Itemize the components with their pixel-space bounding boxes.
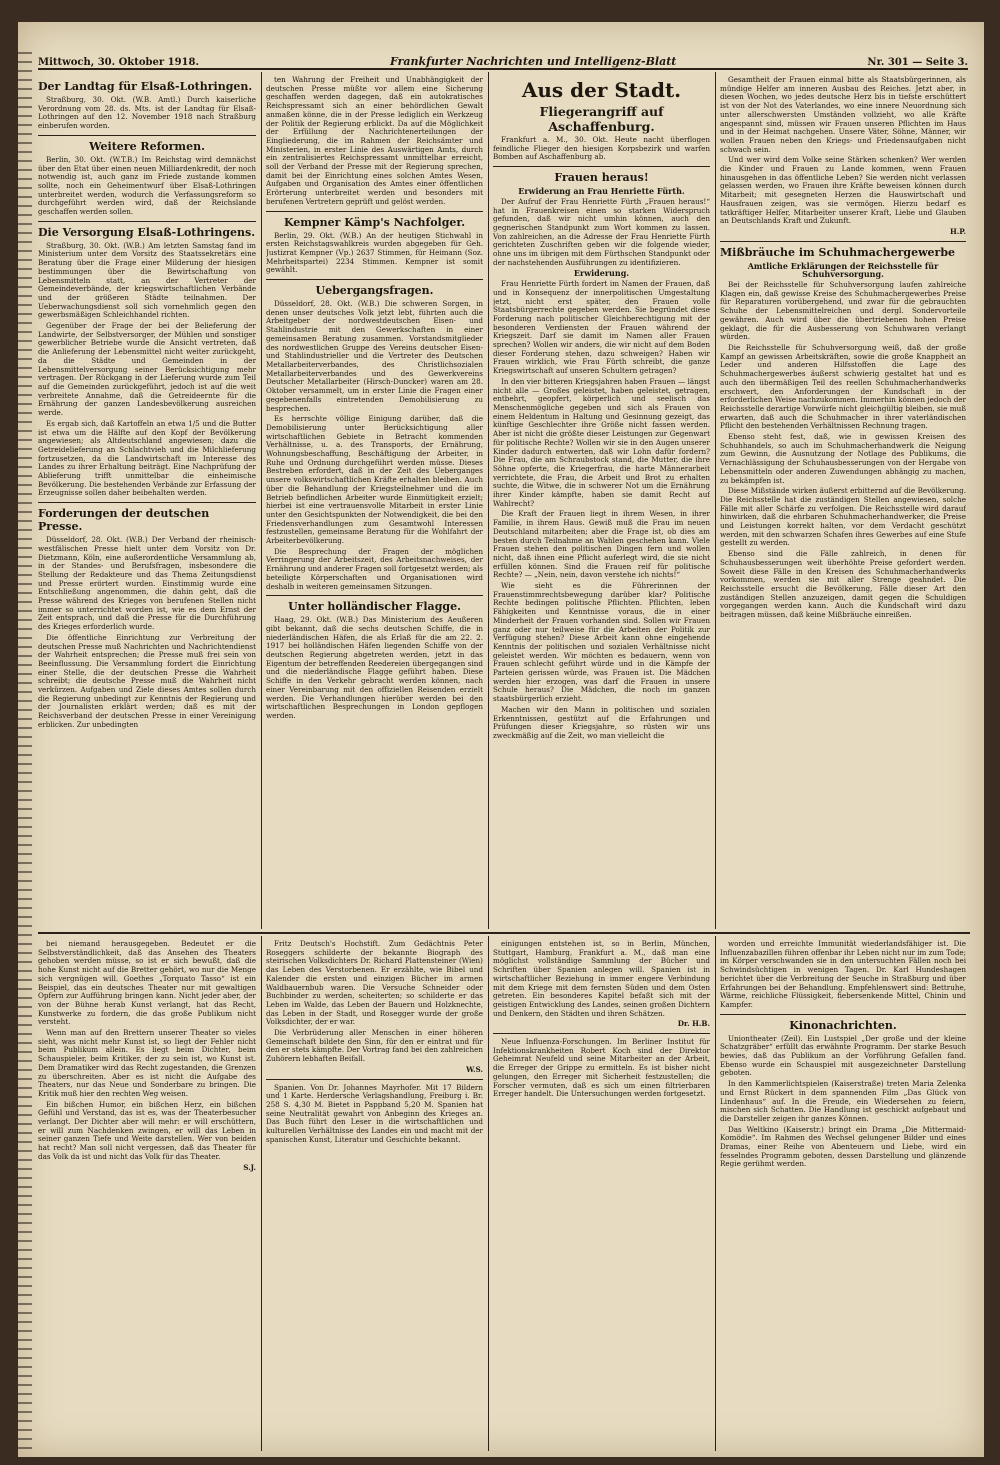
headline: Kempner Kämp's Nachfolger. (283, 215, 466, 229)
subheadline: Amtliche Erklärungen der Reichsstelle für Schuhversorgung. (747, 260, 939, 280)
header-paper-title: Frankfurter Nachrichten und Intelligenz-Blatt (389, 55, 677, 68)
paragraph: Die Reichsstelle für Schuhversorgung weiß, daß der große Kampf an gewissen Arbeitskräften, sowie die große Knappheit an Leder und anderen Hilfsstoffen die Lage des Schuhmachergewerbes äußerst schwierig gestaltet hat und es auch den übermäßigen Teil des reellen Schuhmacherhandwerks erschwert, den Anforderungen der Kundschaft in der erforderlichen Weise nachzukommen. Immerhin können jedoch der Reichsstelle derartige Vorwürfe nicht gleichgültig bleiben, sie muß erwarten, daß auch die Schuhmacher in ihrer vaterländischen Pflicht den bestehenden Verhältnissen Rechnung tragen. (720, 342, 966, 431)
author-signature: S.J. (243, 1162, 256, 1172)
column-rule (715, 936, 716, 1451)
paragraph: Ebenso sind die Fälle zahlreich, in denen für Schuhausbesserungen weit überhöhte Preise gefordert werden. Soweit diese Fälle in den Kreisen des Schuhmacherhandwerks vorkommen, werden sie mit aller Strenge geahndet. Die Reichsstelle ersucht die Bevölkerung, Fälle dieser Art den zuständigen Stellen anzuzeigen, damit gegen die Schuldigen vorgegangen werden kann. Auch die Kundschaft wird dazu beitragen müssen, daß keine Mißbräuche einreißen. (720, 549, 966, 620)
column-rule (488, 936, 489, 1451)
paragraph: In den Kammerlichtspielen (Kaiserstraße) treten Maria Zelenka und Ernst Rückert in dem spannenden Film „Das Glück von Lindenhaus“ auf. In die Freude, ein Wiedersehen zu feiern, mischen sich Schatten. Die Handlung ist geschickt aufgebaut und die Darsteller zeigen ihr ganzes Können. (720, 1079, 966, 1123)
paragraph: Düsseldorf, 28. Okt. (W.B.) Der Verband der rheinisch-westfälischen Presse hielt unter dem Vorsitz von Dr. Dietzmann, Köln, eine außerordentliche Versammlung ab, in der Standes- und Berufsfragen, insbesondere die Stellung der Redakteure und das Thema Zeitungsdienst und Presse erörtert wurden. Einstimmig wurde eine Entschließung angenommen, die dahin geht, daß die Presse während des Krieges von berufenen Stellen nicht immer so unterrichtet worden ist, wie es dem Ernst der Zeit entsprach, und daß die Presse für die Durchführung des Krieges erforderlich wurde. (38, 535, 256, 632)
paragraph: Neue Influenza-Forschungen. Im Berliner Institut für Infektionskrankheiten Robert Koch sind der Direktor Geheimrat Neufeld und seine Mitarbeiter an der Arbeit, die Erreger der Grippe zu ermitteln. Es ist bisher nicht gelungen, den Erreger mit Sicherheit festzustellen; die Forscher vermuten, daß es sich um einen filtrierbaren Erreger handelt. Die Untersuchungen werden fortgesetzt. (493, 1037, 710, 1099)
feuilleton-column-1 (38, 940, 256, 1450)
headline: Der Landtag für Elsaß-Lothringen. (38, 80, 253, 93)
divider (266, 595, 483, 596)
paragraph: worden und erreichte Immunität wiederlandsfähiger ist. Die Influenzabazillen führen offenbar ihr Leben nicht nur im zum Tode; im Körper verschwanden sie in den untersuchten Fällen noch bei Schwindsüchtigen in wenigen Tagen. Dr. Karl Hundeshagen berichtet über die Verbreitung der Seuche in Straßburg und über Erfahrungen bei der Behandlung. Empfehlenswert sind: Bettruhe, Wärme, reichliche Flüssigkeit, fiebersenkende Mittel, Chinin und Kampfer. (720, 940, 966, 1009)
section-title: Aus der Stadt. (521, 78, 682, 102)
paragraph: Die Kraft der Frauen liegt in ihrem Wesen, in ihrer Familie, in ihrem Haus. Gewiß muß die Frau im neuen Deutschland mitarbeiten; aber die Frage ist, ob dies am besten durch Teilnahme an Wahlen geschehen kann. Viele Frauen stehen den politischen Dingen fern und wollen nicht, daß ihnen eine Pflicht auferlegt wird, die sie nicht erfüllen können. Sind die Frauen reif für politische Rechte? — „Nein, nein, davon verstehe ich nichts!“ (493, 509, 710, 580)
paragraph: Und wer wird dem Volke seine Stärken schenken? Wer werden die Kinder und Frauen zu Lande kommen, wenn Frauen hinausgehen in das öffentliche Leben? Sie werden nicht verlassen gelassen werden, wo Frauen ihre Kräfte beweisen können durch Mitarbeit; mit gesegneten Herzen die Hauswirtschaft und Hausfrauen zeigen, was sie vermögen. Hierzu bedarf es tatkräftiger Helfer, Mitarbeiter unserer Kraft, Liebe und Glauben an Deutschlands Kraft und Zukunft. (720, 155, 966, 226)
paragraph: Straßburg, 30. Okt. (W.B. Amtl.) Durch kaiserliche Verordnung vom 28. ds. Mts. ist der Landtag für Elsaß-Lothringen auf den 12. November 1918 nach Straßburg einberufen worden. (38, 95, 256, 131)
paragraph: Berlin, 30. Okt. (W.T.B.) Im Reichstag wird demnächst über den Etat über einen neuen Milliardenkredit, der noch notwendig ist, auch ganz im Friede zustande kommen sollte, noch ein Geheimentwurf über Elsaß-Lothringen unterbreitet werden, wodurch die Verfassungsreform so durchgeführt werden wird, daß der Reichslande geschaffen werden sollen. (38, 154, 256, 217)
header-page-number: Nr. 301 — Seite 3. (867, 57, 968, 68)
paragraph: Straßburg, 30. Okt. (W.B.) Am letzten Samstag fand im Ministerium unter dem Vorsitz des Staatssekretärs eine Beratung über die Frage einer Milderung der hiesigen bestimmungen über die Bewirtschaftung von Lebensmitteln statt, an der Vertreter der Gemeindeverbände, der kriegswirtschaftlichen Verbände und der größeren Städte teilnahmen. Der Ueberwachungsdienst soll sich vornehmlich gegen den gewerbsmäßigen Schleichhandel richten. (38, 240, 256, 320)
headline: Frauen heraus! (554, 171, 649, 185)
paragraph: Die öffentliche Einrichtung zur Verbreitung der deutschen Presse muß Nachrichten und Nachrichtendienst der Wahrheit entsprechen; die Presse muß frei sein von Beeinflussung. Die Versammlung fordert die Einrichtung einer Stelle, die der deutschen Presse die Wahrheit schreibt; die deutsche Presse muß die Wahrheit nicht verkürzen. Aufgaben und Ziele dieses Amtes sollen durch die Regierung unbedingt zur Kenntnis der Regierung und der Journalisten erklärt werden; daß es mit der Reichsverband der deutschen Presse in einer Vereinigung erblicken. Zur unbedingten (38, 632, 256, 729)
paragraph: Uniontheater (Zeil). Ein Lustspiel „Der große und der kleine Schatzgräber“ erfüllt das erwähnte Programm. Der starke Besuch bewies, daß das Publikum an der Vorführung Gefallen fand. Ebenso wurde ein Schauspiel mit ausgezeichneter Darstellung geboten. (720, 1033, 966, 1078)
column-3 (493, 76, 710, 929)
headline: Unter holländischer Flagge. (288, 600, 461, 614)
paragraph: Es ergab sich, daß Kartoffeln an etwa 1/5 und die Butter ist etwa um die Hälfte auf den Kopf der Bevölkerung angewiesen; als Altdeutschland angewiesen; dazu die Getreidelieferung an Schlachtvieh und die Milchlieferung fortzusetzen, da die Landwirtschaft im Interesse des Landes zu ihrer Erhaltung beiträgt. Eine Nachprüfung der Ablieferung trifft unmittelbar die einheimische Bevölkerung. Die bestehenden Verbände zur Erfassung der Erzeugnisse sollen daher beibehalten werden. (38, 418, 256, 498)
subheadline: Erwiderung. (573, 268, 630, 279)
paragraph: Berlin, 29. Okt. (W.B.) An der heutigen Stichwahl in ersten Reichstagswahlkreis wurden abgegeben für Geh. Justizrat Kempner (Vp.) 2637 Stimmen, für Heimann (Soz. Mehrheitspartei) 2234 Stimmen. Kempner ist somit gewählt. (266, 230, 483, 275)
paragraph: Düsseldorf, 28. Okt. (W.B.) Die schweren Sorgen, in denen unser deutsches Volk jetzt lebt, führten auch die Arbeitgeber der nordwestdeutschen Eisen- und Stahlindustrie mit den Gewerkschaften in einer gemeinsamen Beratung zusammen. Vorstandsmitglieder des nordwestlichen Gruppe des Vereins deutscher Eisen- und Stahlindustrieller und die Vertreter des Deutschen Metallarbeiterverbandes, des Christlichsozialen Metallarbeiterverbandes und des Gewerkvereins Deutscher Metallarbeiter (Hirsch-Duncker) waren am 28. Oktober versammelt, um in erster Linie die Fragen einer gegebenenfalls eintretenden Demobilisierung zu besprechen. (266, 299, 483, 413)
paragraph: Ebenso steht fest, daß, wie in gewissen Kreisen des Schuhhandels, so auch im Schuhmacherhandwerk die Neigung zum Gewinn, die Ausnutzung der Notlage des Publikums, die Vernachlässigung der Schuhausbesserungen von der Hergabe von Lebensmitteln oder anderen Zuwendungen abhängig zu machen, zu bekämpfen ist. (720, 432, 966, 485)
feuilleton-column-2 (266, 940, 483, 1450)
column-1 (38, 76, 256, 929)
header-date: Mittwoch, 30. Oktober 1918. (38, 57, 199, 68)
divider (38, 502, 256, 503)
paragraph: Das Weltkino (Kaiserstr.) bringt ein Drama „Die Mittermaid-Komödie“. Im Rahmen des Wechsel gelungener Bilder und eines Dramas, einer Reihe von Abenteuern und Liebe, wird ein fesselndes Programm geboten, dessen Darstellung und glänzende Regie gerühmt werden. (720, 1124, 966, 1169)
paragraph: Ein bißchen Humor, ein bißchen Herz, ein bißchen Gefühl und Verstand, das ist es, was der Theaterbesucher verlangt. Der Dichter aber will mehr: er will erschüttern, er will zum Nachdenken zwingen, er will das Leben in seiner ganzen Tiefe und Weite darstellen. Wer von beiden hat recht? Man soll nicht vergessen, daß das Theater für das Volk da ist und nicht das Volk für das Theater. (38, 1099, 256, 1161)
divider (266, 1079, 483, 1080)
paragraph: Es herrschte völlige Einigung darüber, daß die Demobilisierung unter Berücksichtigung aller wirtschaftlichen Gebiete in Betracht kommenden Verhältnisse, u. a. des Transports, der Ernährung, Wohnungsbeschaffung, Beschäftigung der Arbeiter, in Ruhe und Ordnung durchgeführt werden müsse. Dieses Bestreben erfordert, daß in der Zeit des Ueberganges unsere volkswirtschaftlichen Kräfte erhalten bleiben. Auch über die Behandlung der Kriegsteilnehmer und die im Betrieb befindlichen Arbeiter wurde Einmütigkeit erzielt; hierbei ist eine vertrauensvolle Mitarbeit in erster Linie unter den Gesichtspunkten der Notwendigkeit, die bei den Friedensverhandlungen zum Gesamtwohl Interessen festzustellen, gemeinsame Beratung für die Wohlfahrt der Arbeiterbevölkerung. (266, 414, 483, 546)
author-signature: W.S. (466, 1064, 483, 1074)
paragraph: Gesamtheit der Frauen einmal bitte als Staatsbürgerinnen, als mündige Helfer am inneren Ausbau des Reiches. Jetzt aber, in diesen Wochen, wo jedes deutsche Herz bis in tiefste erschüttert ist von der Not des Vaterlandes, wo eine innere Neuordnung sich unter allerschwersten Umständen vollzieht, wo alle Kräfte angespannt sind, müssen wir Frauen unseren Pflichten im Haus und in der Heimat nachgehen. Unsere Väter, Söhne, Männer, wir wollen Frauen neben den Kriegs- und Friedensaufgaben nicht schwach sein. (720, 76, 966, 154)
headline: Mißbräuche im Schuhmachergewerbe (720, 245, 956, 259)
feuilleton-column-4 (720, 940, 966, 1450)
paragraph: einigungen entstehen ist, so in Berlin, München, Stuttgart, Hamburg, Frankfurt a. M., daß man eine möglichst vollständige Sammlung der Bücher und Schriften über Spanien anlegen will. Spanien ist in wirtschaftlicher Beziehung in immer engere Verbindung mit dem Kriege mit dem fernsten Süden und dem Osten getreten. Ein besonderes Kapitel befaßt sich mit der geistigen Entwicklung des Landes, seinen großen Dichtern und Denkern, den Städten und ihren Schätzen. (493, 940, 710, 1018)
paragraph: In den vier bitteren Kriegsjahren haben Frauen — längst nicht alle — Großes geleistet, haben geleistet, getragen, entbehrt, geopfert, körperlich und seelisch das Menschenmögliche gegeben und sich als Frauen von einem Heldentum in Haltung und Gesinnung gezeigt, das künftige Geschlechter ihre Größe nicht fassen werden. Aber ist nicht die größte dieser Leistungen zur Gegenwart für politische Rechte? Wollen wir sie in den Augen unserer Kinder dadurch entwerten, daß wir Lohn dafür fordern? Die Frau, die am Schraubstock stand, die Mutter, die ihre Söhne opferte, die Kriegerfrau, die harte Männerarbeit verrichtete, die Frau, die Arbeit und Brot zu erhalten suchte, die Witwe, die in schwerer Not um die Ernährung ihrer Kinder kämpfte, haben sie damit Recht auf Wahlrecht? (493, 376, 710, 508)
paragraph: Diese Mißstände wirken äußerst erbitternd auf die Bevölkerung. Die Reichsstelle hat die zuständigen Stellen angewiesen, solche Fälle mit aller Schärfe zu verfolgen. Die Reichsstelle wird darauf hinwirken, daß die ehrbaren Schuhmacherhandwerker, die Preise und Leistungen korrekt halten, vor dem Verdacht geschützt werden, mit den schwarzen Schafen ihres Gewerbes auf eine Stufe gestellt zu werden. (720, 486, 966, 548)
paragraph: Die Verbrüderung aller Menschen in einer höheren Gemeinschaft bildete den Sinn, für den er eintrat und für den er stets kämpfte. Der Vortrag fand bei den zahlreichen Zuhörern lebhaften Beifall. (266, 1028, 483, 1064)
divider (266, 211, 483, 212)
feuilleton-column-3 (493, 940, 710, 1450)
column-rule (261, 72, 262, 929)
divider (38, 221, 256, 222)
column-rule (715, 72, 716, 929)
paragraph: ten Wahrung der Freiheit und Unabhängigkeit der deutschen Presse müßte vor allem eine Sicherung geschaffen werden dagegen, daß ein autokratisches Reichspressamt sich an einer behördlichen Gewalt anmaßen könne, die in der Presse lediglich ein Werkzeug der Politik der Regierung erblickt. Da auf die Möglichkeit der Erfüllung der Nachrichtenerteilungen der Eingliederung, die im Rahmen der Reichsämter und Ministerien, in erster Linie des Auswärtigen Amts, durch ein zentralisiertes Reichspressamt unmittelbar erreicht, soll der Verband der Presse mit der Regierung sprechen, damit bei der Einrichtung eines solchen Amtes Wesen, Aufgaben und Organisation des Amtes einer öffentlichen Erörterung unterbreitet werden und besonders mit berufenen Vertretern geprüft und gelöst werden. (266, 76, 483, 206)
author-signature: Dr. H.B. (677, 1019, 710, 1029)
column-4 (720, 76, 966, 929)
author-signature: H.P. (949, 226, 966, 236)
divider (493, 1033, 710, 1034)
paragraph: Spanien. Von Dr. Johannes Mayrhofer. Mit 17 Bildern und 1 Karte. Herdersche Verlagshandlung, Freiburg i. Br. 258 S. 4,30 M. Bietet in Pappband 5,20 M. Spanien hat seine Neutralität gewahrt von Anbeginn des Krieges an. Das Buch führt den Leser in die wirtschaftlichen und kulturellen Verhältnisse des Landes ein und macht mit der spanischen Kunst, Literatur und Geschichte bekannt. (266, 1082, 483, 1144)
paragraph: Haag, 29. Okt. (W.B.) Das Ministerium des Aeußeren gibt bekannt, daß die sechs deutschen Schiffe, die in niederländischen Häfen, die als Erlaß für die am 22. 2. 1917 bei holländischen Häfen liegenden Schiffe von der deutschen Regierung abgetreten werden, jetzt in das Eigentum der betreffenden Reedereien übergegangen sind und die niederländische Flagge geführt haben. Diese Schiffe in den Verkehr gebracht werden können, nach einer Vereinbarung mit den offiziellen Reisenden erzielt werden. Die Verhandlungen hierüber werden bei den wirtschaftlichen Besprechungen in London gepflogen werden. (266, 615, 483, 720)
paragraph: Der Aufruf der Frau Henriette Fürth „Frauen heraus!“ hat in Frauenkreisen einen so starken Widerspruch gefunden, daß wir nicht umhin können, auch den gegnerischen Standpunkt zum Wort kommen zu lassen. Von zahlreichen, an die Adresse der Frau Henriette Fürth gerichteten Zuschriften geben wir die folgende wieder, ohne uns im übrigen mit dem Fürthschen Standpunkt oder der nachstehenden Ausführungen zu identifizieren. (493, 196, 710, 267)
divider (38, 135, 256, 136)
paragraph: Wenn man auf den Brettern unserer Theater so vieles sieht, was nicht mehr Kunst ist, so liegt der Fehler nicht beim Publikum allein. Es liegt beim Dichter, beim Schauspieler, beim Kritiker, der zu sein ist, wo Kunst ist. Dem Dramatiker wird das Recht zugestanden, die Grenzen zu überschreiten. Aber es ist nicht die Aufgabe des Theaters, nur das Neue und Sonderbare zu bringen. Die Kritik muß hier den rechten Weg weisen. (38, 1028, 256, 1098)
column-2 (266, 76, 483, 929)
headline: Kinonachrichten. (789, 1018, 897, 1032)
paragraph: Gegenüber der Frage der bei der Belieferung der Landwirte, der Selbstversorger, der Mühlen und sonstiger gewerblicher Betriebe wurde die Ansicht vertreten, daß die Anlieferung der Lebensmittel nicht weiter zurückgeht, da die Städte und Gemeinden in der Lebensmittelversorgung seiner Berücksichtigung mehr vertragen. Der Rückgang in der Lieferung wurde zum Teil auf die Gemeinden zurückgeführt, jedoch ist auf die weit verbreitete Annahme, daß die Getreideernte für die Ernährung der ganzen Landesbevölkerung ausreichen werde. (38, 321, 256, 418)
divider (720, 241, 966, 242)
paragraph: Die Besprechung der Fragen der möglichen Verringerung der Arbeitszeit, des Arbeitsnachweises, der Ernährung und anderer Fragen soll fortgesetzt werden; als beteiligte Körperschaften und Organisationen wird deshalb in weiteren gemeinsamen Sitzungen. (266, 546, 483, 591)
previous-page-edge (18, 52, 32, 1452)
paragraph: Frau Henriette Fürth fordert im Namen der Frauen, daß und in Konsequenz der innerpolitischen Umgestaltung jetzt, nicht erst später, den Frauen volle Staatsbürgerrechte gegeben werden. Sie begründet diese Forderung nach politischer Gleichberechtigung mit der besonderen Verdiensten der Frauen während der Kriegszeit. Darf sie damit im Namen aller Frauen sprechen? Wollen wir anders, die wir nicht auf dem Boden dieser Forderung stehen, dazu schweigen? Haben wir Frauen wirklich, wie Frau Fürth schreibt, die ganze Kriegswirtschaft auf unseren Schultern getragen? (493, 279, 710, 376)
column-rule (261, 936, 262, 1451)
headline: Uebergangsfragen. (315, 284, 434, 298)
page-header (38, 46, 968, 70)
newspaper-page (18, 22, 984, 1457)
section-rule (38, 932, 970, 934)
subheadline: Erwiderung an Frau Henriette Fürth. (518, 186, 685, 197)
paragraph: Bei der Reichsstelle für Schuhversorgung laufen zahlreiche Klagen ein, daß gewisse Kreise des Schuhmachergewerbes Preise für Reparaturen vorübergehend, und zwar für die gebrauchten Schuhe der Lebensmittelreichen und dergl. Sondervorteile gewähren. Auch wird über die übertriebenen hohen Preise geklagt, die für die Ausbesserung von Schuhwaren verlangt würden. (720, 280, 966, 342)
headline: Die Versorgung Elsaß-Lothringens. (38, 225, 256, 239)
column-rule (488, 72, 489, 929)
headline: Weitere Reformen. (89, 139, 205, 153)
divider (493, 166, 710, 167)
paragraph: Wie sieht es die Führerinnen der Frauenstimmrechtsbewegung darüber klar? Politische Rechte bedingen politische Pflichten. Pflichten, leben Fähigkeiten und Kenntnisse voraus, die in einer Minderheit der Frauen vorhanden sind. Sollen wir Frauen ganz oder nur teilweise für die Arbeiten der Politik zur Verfügung stehen? Diese Arbeit kann ohne eingehende Kenntnis der politischen und sozialen Verhältnisse nicht geleistet werden. Wir möchten es bedauern, wenn von Frauen schlecht geführt würde und in die Kämpfe der Parteien gerissen würde, was Frauen ist. Die Mädchen werden hier erzogen, was darf die Frauen in unsere Schule heraus? Die Mädchen, die noch im ganzen staatsbürgerlich erzieht. (493, 581, 710, 704)
paragraph: Machen wir den Mann in politischen und sozialen Erkenntnissen, gestützt auf die Erfahrungen und Prüfungen dieser Kriegsjahre, so rüsten wir uns zweckmäßig auf die Zeit, wo man vielleicht die (493, 704, 710, 740)
paragraph: Frankfurt a. M., 30. Okt. Heute nacht überflogen feindliche Flieger den hiesigen Korpsbezirk und warfen Bomben auf Aschaffenburg ab. (493, 135, 710, 162)
paragraph: bei niemand herausgegeben. Bedeutet er die Selbstverständlichkeit, daß das Ansehen des Theaters gehoben werden müsse, so ist er sich bewußt, daß die hohe Kunst nicht auf die Bretter gehört, wo nur die Menge sich vergnügen will. Goethes „Torquato Tasso“ ist ein Beispiel, das ein deutsches Theater nur mit gewaltigen Opfern zur Aufführung bringen kann. Nicht jeder aber, der von der Bühne herab Kunst verlangt, hat das Recht, Kunstwerke zu fordern, die das große Publikum nicht versteht. (38, 940, 256, 1027)
divider (720, 1014, 966, 1015)
paragraph: Fritz Deutsch's Hochstift. Zum Gedächtnis Peter Roseggers schilderte der bekannte Biograph des steirischen Volksdichters Dr. Richard Plattensteiner (Wien) das Leben des Verstorbenen. Er erzählte, wie Bibel und Kalender die ersten und einzigen Bücher im armen Waldbauernbub waren. Die Versuche Schneider oder Buchbinder zu werden, scheiterten; so schilderte er das Leben im Walde, das Leben der Bauern und Holzknechte, das Leben in der Stadt, und Rosegger wurde der große Volksdichter, der er war. (266, 940, 483, 1027)
headline: Forderungen der deutschen Presse. (38, 507, 210, 534)
headline: Fliegerangriff auf Aschaffenburg. (539, 104, 664, 134)
divider (266, 279, 483, 280)
